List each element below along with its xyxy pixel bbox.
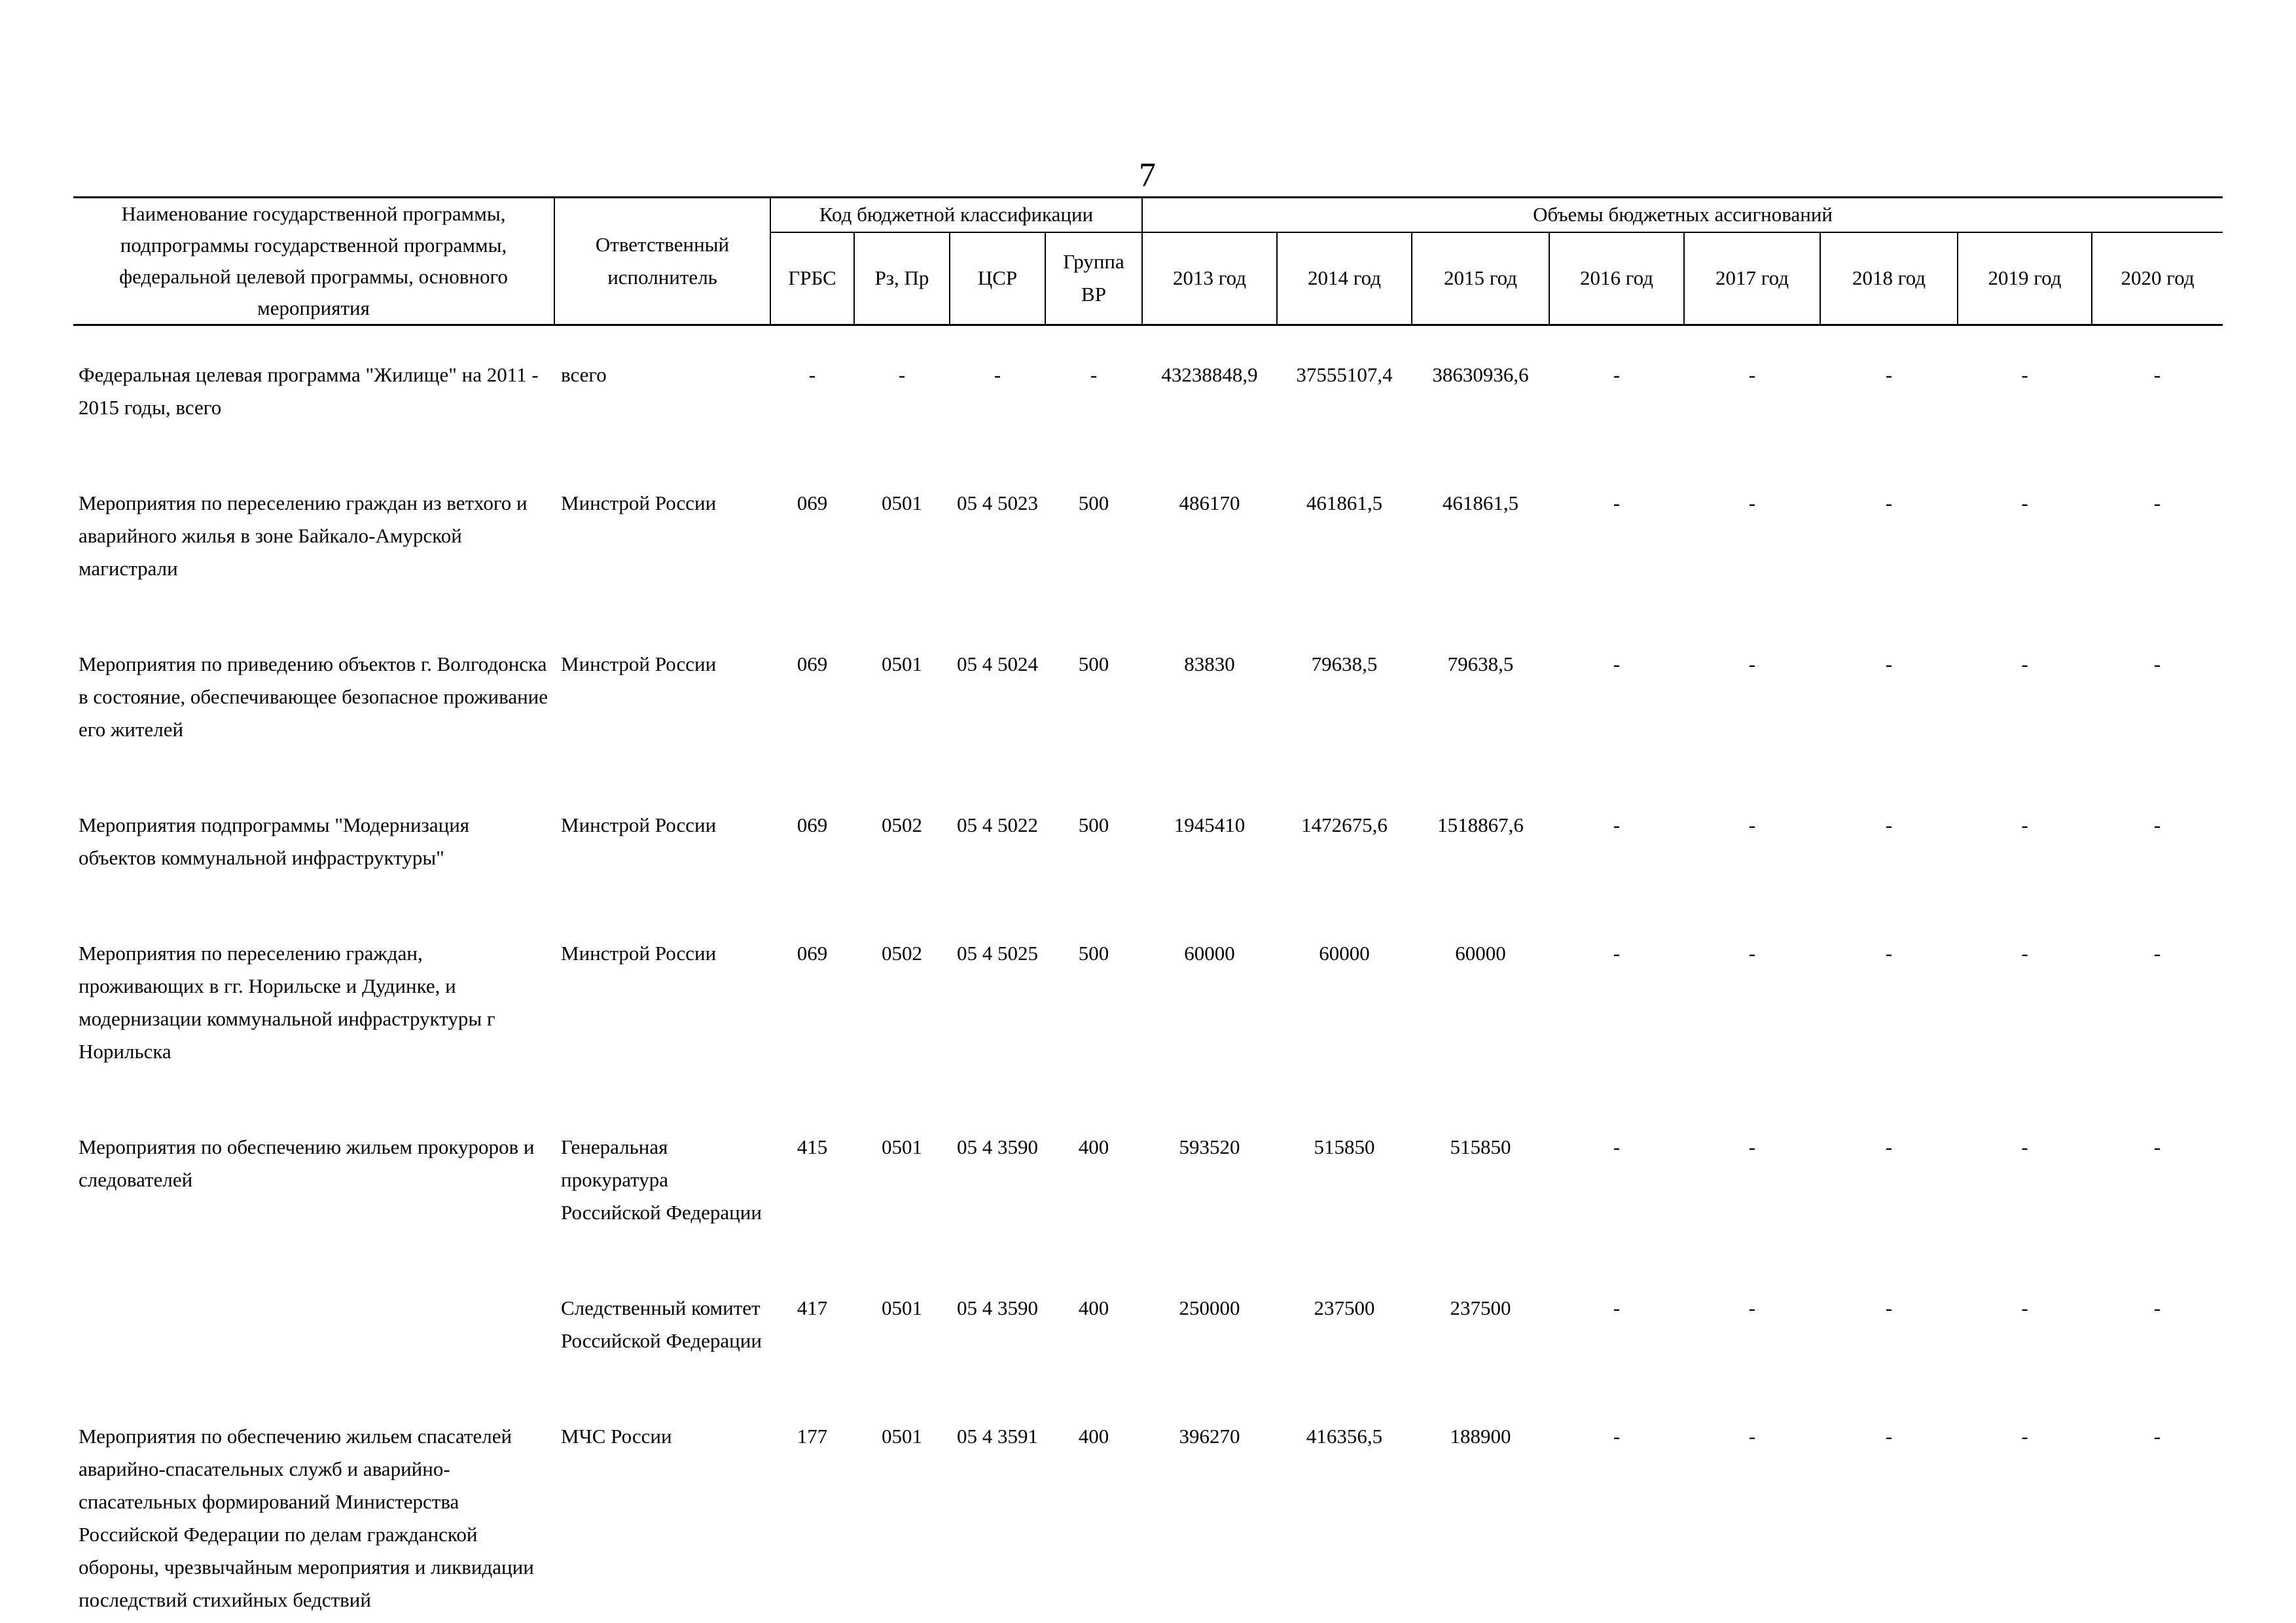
row-executor: Минстрой России	[561, 942, 717, 965]
header-year-2014: 2014 год	[1277, 232, 1412, 325]
row-value-2013: 593520	[1179, 1135, 1240, 1158]
row-value-2019: -	[2021, 1296, 2028, 1319]
row-csr: 05 4 5022	[957, 813, 1038, 836]
header-year-2019: 2019 год	[1958, 232, 2092, 325]
row-value-2014: 515850	[1314, 1135, 1375, 1158]
row-grbs: -	[808, 363, 816, 386]
row-rz-pr: 0501	[882, 652, 922, 675]
row-vr: 500	[1078, 813, 1109, 836]
row-executor: всего	[561, 363, 607, 386]
row-vr: 500	[1078, 652, 1109, 675]
table-row	[73, 648, 2223, 746]
header-year-2020: 2020 год	[2092, 232, 2223, 325]
row-value-2016: -	[1613, 363, 1621, 386]
row-value-2013: 396270	[1179, 1425, 1240, 1448]
row-value-2013: 1945410	[1174, 813, 1246, 836]
row-name: Мероприятия по приведению объектов г. Волгодонска в состояние, обеспечивающее безопасное проживание его жителей	[79, 652, 548, 741]
row-executor: Минстрой России	[561, 491, 717, 514]
row-grbs: 069	[797, 491, 828, 514]
row-value-2015: 60000	[1455, 942, 1506, 965]
row-value-2013: 250000	[1179, 1296, 1240, 1319]
row-csr: 05 4 5023	[957, 491, 1038, 514]
row-grbs: 069	[797, 813, 828, 836]
row-name: Мероприятия по обеспечению жильем спасателей аварийно-спасательных служб и аварийно-спасательных формирований Министерства Российской Федерации по делам гражданской обороны, чрезвычайным мероприятия и ликвидации последствий стихийных бедствий	[79, 1425, 534, 1611]
row-rz-pr: 0501	[882, 1135, 922, 1158]
row-rz-pr: 0501	[882, 491, 922, 514]
row-value-2015: 461861,5	[1442, 491, 1519, 514]
row-value-2013: 43238848,9	[1161, 363, 1258, 386]
row-csr: 05 4 5024	[957, 652, 1038, 675]
row-value-2020: -	[2153, 652, 2161, 675]
row-vr: 400	[1078, 1425, 1109, 1448]
table-row	[73, 809, 2223, 874]
row-rz-pr: 0501	[882, 1425, 922, 1448]
row-value-2020: -	[2153, 363, 2161, 386]
row-rz-pr: 0502	[882, 813, 922, 836]
row-value-2014: 37555107,4	[1296, 363, 1393, 386]
row-vr: 400	[1078, 1135, 1109, 1158]
row-value-2015: 188900	[1450, 1425, 1511, 1448]
row-value-2020: -	[2153, 1425, 2161, 1448]
row-executor: Минстрой России	[561, 813, 717, 836]
table-header	[73, 198, 2223, 325]
row-value-2013: 83830	[1184, 652, 1235, 675]
row-value-2017: -	[1748, 1296, 1756, 1319]
row-vr: 500	[1078, 491, 1109, 514]
row-value-2016: -	[1613, 942, 1621, 965]
row-value-2018: -	[1885, 942, 1893, 965]
header-year-2016: 2016 год	[1549, 232, 1684, 325]
header-year-2015: 2015 год	[1412, 232, 1549, 325]
row-value-2017: -	[1748, 652, 1756, 675]
row-value-2014: 416356,5	[1306, 1425, 1383, 1448]
budget-table	[73, 196, 2223, 1616]
row-value-2017: -	[1748, 942, 1756, 965]
row-value-2015: 79638,5	[1447, 652, 1514, 675]
table-row	[73, 1292, 2223, 1357]
row-value-2020: -	[2153, 491, 2161, 514]
row-value-2019: -	[2021, 1135, 2028, 1158]
row-executor: МЧС России	[561, 1425, 672, 1448]
row-grbs: 069	[797, 652, 828, 675]
row-value-2016: -	[1613, 1425, 1621, 1448]
header-vr: Группа ВР	[1045, 232, 1142, 325]
row-value-2018: -	[1885, 1425, 1893, 1448]
row-value-2016: -	[1613, 1296, 1621, 1319]
header-year-2017: 2017 год	[1684, 232, 1820, 325]
row-executor: Минстрой России	[561, 652, 717, 675]
row-value-2014: 60000	[1319, 942, 1370, 965]
row-grbs: 417	[797, 1296, 828, 1319]
row-name: Мероприятия по обеспечению жильем прокуроров и следователей	[79, 1135, 535, 1191]
header-year-2013: 2013 год	[1142, 232, 1277, 325]
row-value-2015: 515850	[1450, 1135, 1511, 1158]
row-csr: -	[994, 363, 1001, 386]
row-value-2020: -	[2153, 1135, 2161, 1158]
row-rz-pr: 0501	[882, 1296, 922, 1319]
table-row	[73, 1420, 2223, 1616]
row-value-2017: -	[1748, 1135, 1756, 1158]
row-value-2013: 486170	[1179, 491, 1240, 514]
header-year-2018: 2018 год	[1820, 232, 1958, 325]
header-rz-pr: Рз, Пр	[854, 232, 950, 325]
header-volumes: Объемы бюджетных ассигнований	[1142, 198, 2223, 232]
row-gap	[73, 585, 2223, 648]
row-name: Федеральная целевая программа "Жилище" на 2011 - 2015 годы, всего	[79, 363, 539, 419]
row-value-2020: -	[2153, 942, 2161, 965]
row-value-2020: -	[2153, 813, 2161, 836]
row-csr: 05 4 3590	[957, 1296, 1038, 1319]
row-grbs: 069	[797, 942, 828, 965]
row-csr: 05 4 3590	[957, 1135, 1038, 1158]
table-row	[73, 1131, 2223, 1229]
row-csr: 05 4 3591	[957, 1425, 1038, 1448]
row-executor: Генеральная прокуратура Российской Федерации	[561, 1135, 762, 1224]
row-name	[73, 1292, 554, 1357]
row-value-2015: 1518867,6	[1437, 813, 1524, 836]
row-value-2019: -	[2021, 1425, 2028, 1448]
row-value-2017: -	[1748, 491, 1756, 514]
row-gap	[73, 1068, 2223, 1131]
row-value-2017: -	[1748, 1425, 1756, 1448]
row-gap	[73, 1229, 2223, 1292]
row-grbs: 177	[797, 1425, 828, 1448]
row-value-2016: -	[1613, 1135, 1621, 1158]
header-executor: Ответственный исполнитель	[554, 198, 770, 325]
row-value-2014: 237500	[1314, 1296, 1375, 1319]
row-grbs: 415	[797, 1135, 828, 1158]
row-gap	[73, 1357, 2223, 1420]
row-value-2018: -	[1885, 652, 1893, 675]
row-gap	[73, 424, 2223, 487]
header-csr: ЦСР	[950, 232, 1045, 325]
row-vr: 400	[1078, 1296, 1109, 1319]
row-value-2015: 38630936,6	[1432, 363, 1529, 386]
row-value-2019: -	[2021, 491, 2028, 514]
row-vr: -	[1090, 363, 1098, 386]
row-value-2019: -	[2021, 652, 2028, 675]
row-value-2013: 60000	[1184, 942, 1235, 965]
row-value-2018: -	[1885, 813, 1893, 836]
row-value-2018: -	[1885, 491, 1893, 514]
row-value-2017: -	[1748, 363, 1756, 386]
row-value-2014: 461861,5	[1306, 491, 1383, 514]
row-rz-pr: 0502	[882, 942, 922, 965]
row-rz-pr: -	[898, 363, 906, 386]
table-body	[73, 325, 2223, 1617]
row-value-2019: -	[2021, 363, 2028, 386]
header-budget-code: Код бюджетной классификации	[770, 198, 1142, 232]
row-value-2020: -	[2153, 1296, 2161, 1319]
row-csr: 05 4 5025	[957, 942, 1038, 965]
row-vr: 500	[1078, 942, 1109, 965]
table-row	[73, 487, 2223, 585]
table-row	[73, 359, 2223, 424]
row-value-2019: -	[2021, 813, 2028, 836]
row-name: Мероприятия подпрограммы "Модернизация объектов коммунальной инфраструктуры"	[79, 813, 470, 869]
row-value-2016: -	[1613, 491, 1621, 514]
row-value-2019: -	[2021, 942, 2028, 965]
row-value-2014: 79638,5	[1311, 652, 1378, 675]
row-value-2016: -	[1613, 652, 1621, 675]
row-value-2017: -	[1748, 813, 1756, 836]
row-value-2016: -	[1613, 813, 1621, 836]
row-value-2018: -	[1885, 363, 1893, 386]
page-number: 7	[1139, 156, 1156, 194]
header-name: Наименование государственной программы, подпрограммы государственной программы, федеральной целевой программы, основного мероприятия	[73, 198, 554, 325]
row-gap	[73, 874, 2223, 937]
row-value-2015: 237500	[1450, 1296, 1511, 1319]
header-grbs: ГРБС	[770, 232, 854, 325]
row-value-2018: -	[1885, 1296, 1893, 1319]
row-name: Мероприятия по переселению граждан, проживающих в гг. Норильске и Дудинке, и модернизации коммунальной инфраструктуры г Норильска	[79, 942, 495, 1063]
row-name: Мероприятия по переселению граждан из ветхого и аварийного жилья в зоне Байкало-Амурской магистрали	[79, 491, 528, 580]
row-gap	[73, 746, 2223, 809]
row-value-2018: -	[1885, 1135, 1893, 1158]
table-row	[73, 937, 2223, 1068]
row-value-2014: 1472675,6	[1301, 813, 1388, 836]
row-executor: Следственный комитет Российской Федерации	[561, 1296, 762, 1352]
